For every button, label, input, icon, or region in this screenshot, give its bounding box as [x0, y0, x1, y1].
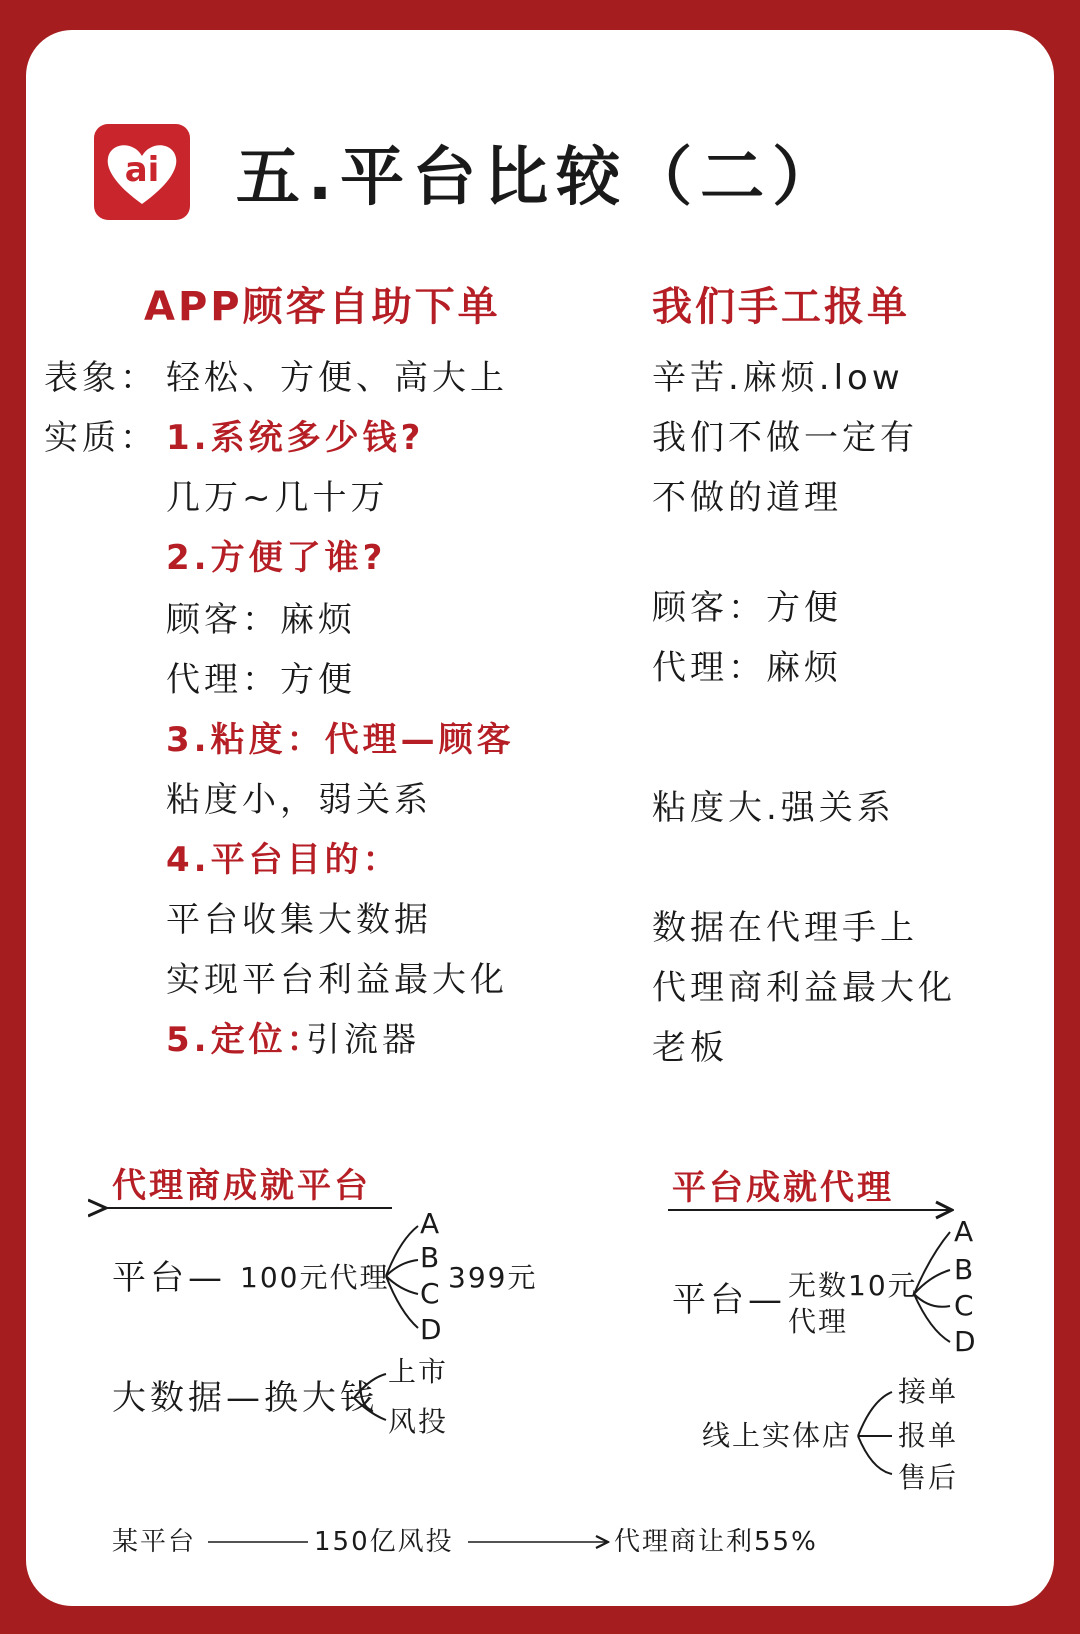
left-row-12-extra: 引流器 [306, 1020, 420, 1060]
left-row-2: 1.系统多少钱? [166, 418, 425, 458]
store-branch-aftersale: 售后 [898, 1461, 959, 1494]
right-branch-b: B [954, 1253, 976, 1286]
label-appearance: 表象： [44, 358, 158, 398]
left-row-7: 3.粘度：代理—顾客 [166, 720, 515, 760]
right-column-heading: 我们手工报单 [652, 284, 910, 330]
left-diagram-price: 399元 [448, 1261, 538, 1294]
right-row-9: 老板 [652, 1028, 728, 1068]
left-row-4: 2.方便了谁? [166, 538, 387, 578]
left-row-3: 几万~几十万 [166, 478, 389, 518]
right-branch-c: C [954, 1289, 976, 1322]
left-branch-d: D [420, 1313, 444, 1346]
label-essence: 实质： [44, 418, 158, 458]
left-row-9: 4.平台目的： [166, 840, 401, 880]
right-row-1: 辛苦.麻烦.low [652, 358, 904, 398]
footer-vc: 150亿风投 [314, 1527, 454, 1557]
right-diagram-heading: 平台成就代理 [672, 1168, 894, 1208]
right-diagram-platform: 平台— [672, 1280, 786, 1320]
right-row-4: 顾客：方便 [652, 588, 842, 628]
left-branch-b: B [420, 1241, 442, 1274]
right-row-5: 代理：麻烦 [652, 648, 842, 688]
left-branch-c: C [420, 1277, 442, 1310]
left-row-6: 代理：方便 [166, 660, 356, 700]
right-diagram-agent-line2: 代理 [788, 1305, 849, 1338]
right-branch-d: D [954, 1325, 978, 1358]
left-diagram-agent: 100元代理 [240, 1261, 390, 1294]
store-branch-report: 报单 [898, 1419, 959, 1452]
left-row-1: 轻松、方便、高大上 [166, 358, 508, 398]
right-branch-a: A [954, 1215, 976, 1248]
right-diagram-agent-line1: 无数10元 [788, 1269, 918, 1302]
footer-profit: 代理商让利55% [614, 1527, 818, 1557]
left-row-8: 粘度小，弱关系 [166, 780, 432, 820]
left-diagram-bigdata: 大数据—换大钱 [112, 1378, 378, 1418]
footer-platform: 某平台 [112, 1527, 197, 1557]
left-row-11: 实现平台利益最大化 [166, 960, 508, 1000]
left-diagram-heading: 代理商成就平台 [112, 1166, 371, 1206]
page-title: 五.平台比较（二） [235, 141, 845, 215]
right-row-7: 数据在代理手上 [652, 908, 918, 948]
left-column-heading: APP顾客自助下单 [144, 284, 501, 330]
right-row-2: 我们不做一定有 [652, 418, 918, 458]
right-row-6: 粘度大.强关系 [652, 788, 895, 828]
bigdata-branch-vc: 风投 [388, 1405, 449, 1438]
logo-text: ai [124, 150, 160, 190]
left-row-5: 顾客：麻烦 [166, 600, 356, 640]
left-row-12: 5.定位： [166, 1020, 325, 1060]
right-row-8: 代理商利益最大化 [652, 968, 956, 1008]
left-row-10: 平台收集大数据 [166, 900, 432, 940]
bigdata-branch-ipo: 上市 [388, 1355, 449, 1388]
right-diagram-store: 线上实体店 [702, 1419, 853, 1452]
right-row-3: 不做的道理 [652, 478, 842, 518]
store-branch-order: 接单 [898, 1375, 959, 1408]
left-branch-a: A [420, 1207, 442, 1240]
left-diagram-platform: 平台— [112, 1258, 226, 1298]
